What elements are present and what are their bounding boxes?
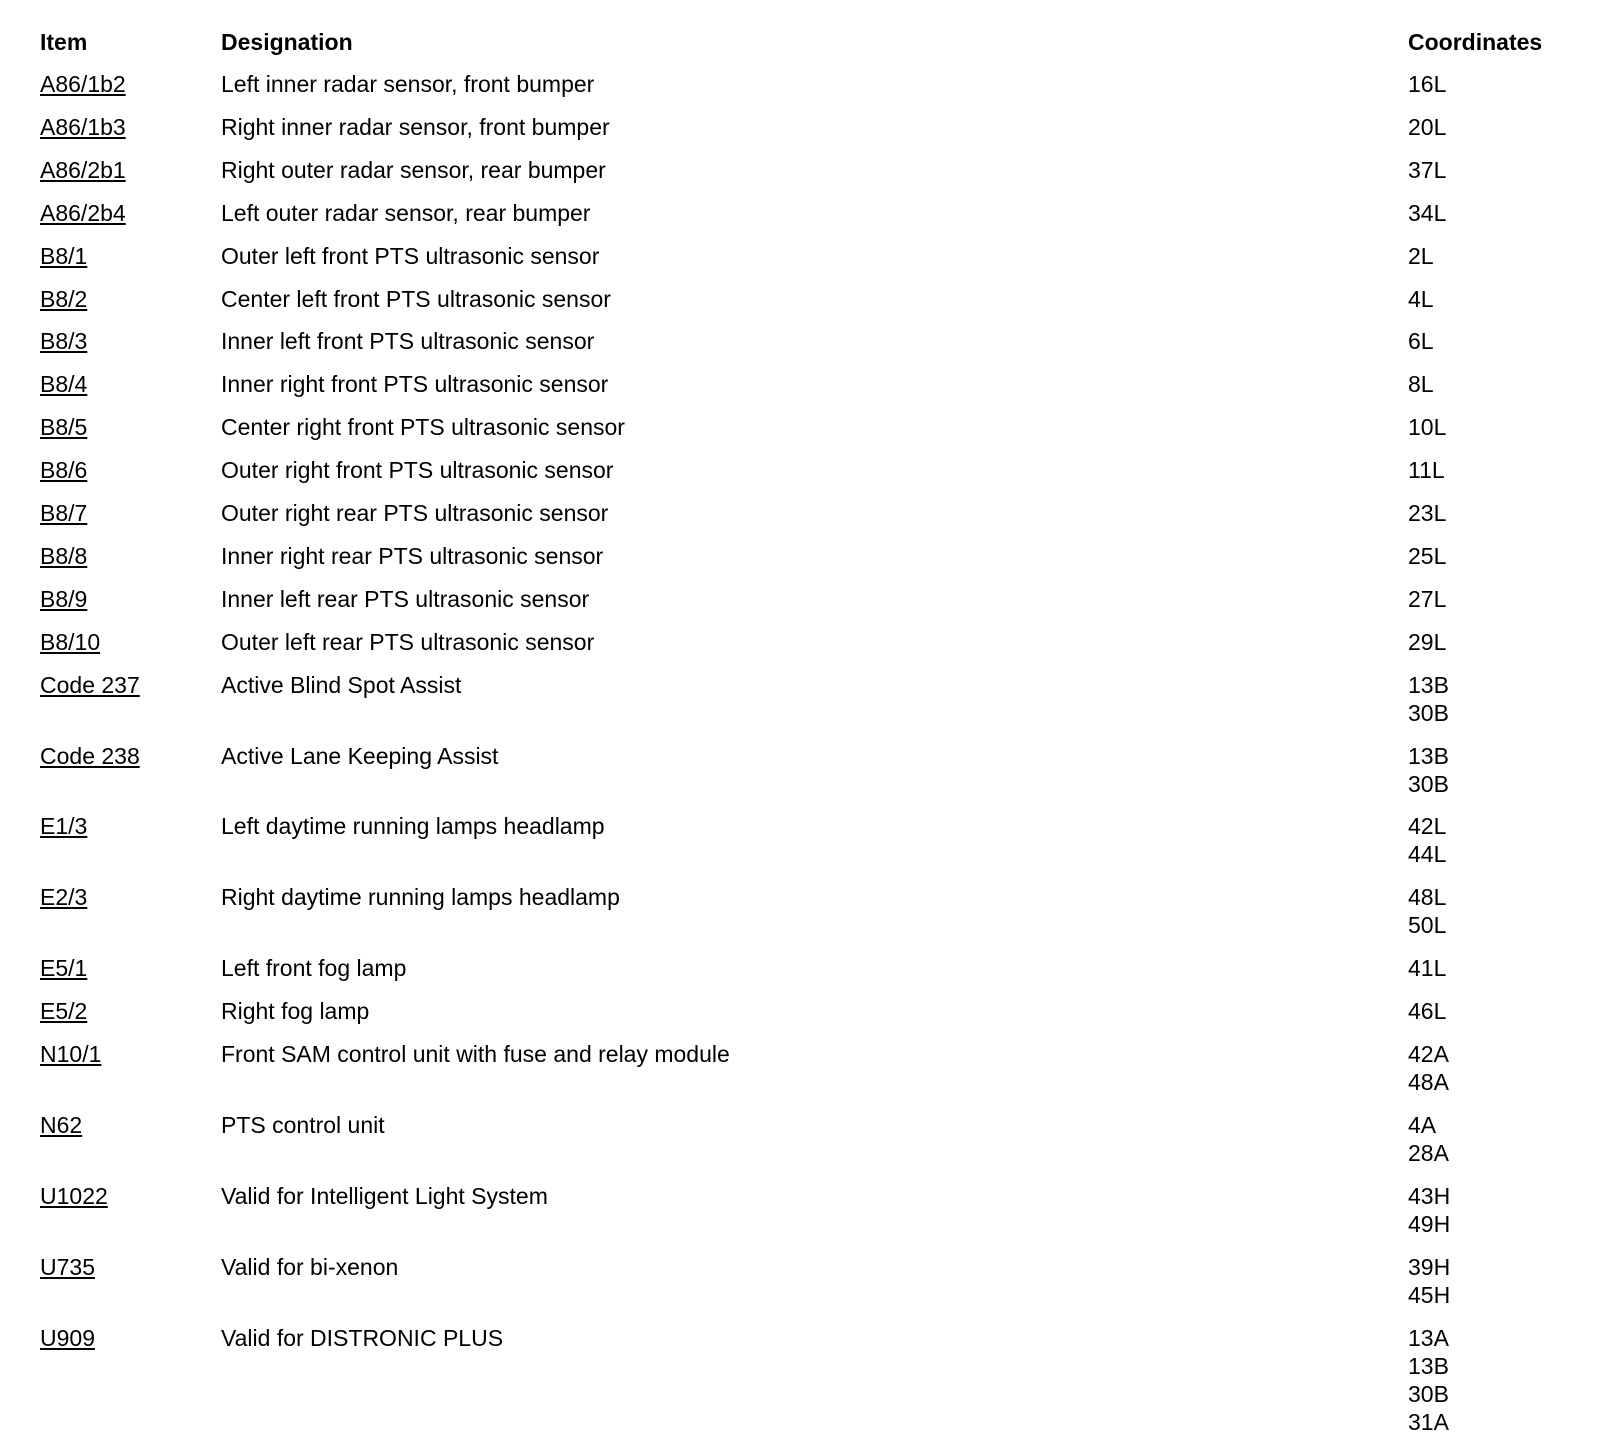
item-link[interactable]: B8/1 <box>40 242 88 269</box>
coordinates-cell <box>1408 1253 1450 1309</box>
coordinate-value: 4A <box>1408 1111 1437 1138</box>
coordinate-value: 50L <box>1408 912 1447 939</box>
table-row <box>0 285 1600 325</box>
coordinates-cell <box>1408 954 1446 982</box>
coordinate-value: 41L <box>1408 955 1447 982</box>
coordinate-value: 13B <box>1408 742 1449 769</box>
coordinate-value: 25L <box>1408 542 1447 569</box>
table-row <box>0 413 1600 453</box>
table-row <box>0 1111 1600 1166</box>
coordinate-value: 44L <box>1408 841 1447 868</box>
item-link[interactable]: Code 237 <box>40 671 140 698</box>
coordinates-cell <box>1408 285 1434 313</box>
table-row <box>0 997 1600 1037</box>
coordinate-value: 31A <box>1408 1408 1449 1435</box>
coordinates-cell <box>1408 456 1445 484</box>
item-link[interactable]: A86/2b1 <box>40 156 126 183</box>
table-row <box>0 156 1600 196</box>
coordinate-value: 42A <box>1408 1041 1449 1067</box>
table-row <box>0 499 1600 539</box>
item-link[interactable]: A86/1b2 <box>40 71 126 97</box>
coordinates-cell <box>1408 499 1446 527</box>
table-row <box>0 585 1600 625</box>
coordinates-cell <box>1408 413 1446 441</box>
item-link[interactable]: N10/1 <box>40 1041 102 1067</box>
coordinate-value: 34L <box>1408 199 1447 226</box>
item-link[interactable]: A86/2b4 <box>40 199 126 226</box>
coordinates-cell <box>1408 1111 1449 1167</box>
table-row <box>0 671 1600 726</box>
coordinates-cell <box>1408 742 1449 798</box>
item-link[interactable]: B8/4 <box>40 371 88 398</box>
coordinate-value: 28A <box>1408 1139 1449 1166</box>
coordinate-value: 46L <box>1408 998 1447 1025</box>
table-row <box>0 1324 1600 1435</box>
coordinate-value: 11L <box>1408 457 1445 484</box>
table-row <box>0 628 1600 668</box>
designation-text: Left inner radar sensor, front bumper <box>221 71 595 97</box>
table-row <box>0 199 1600 239</box>
item-link[interactable]: E2/3 <box>40 884 88 911</box>
coordinate-value: 39H <box>1408 1253 1451 1280</box>
coordinate-value: 37L <box>1408 156 1447 183</box>
designation-text: Center left front PTS ultrasonic sensor <box>221 285 611 312</box>
coordinates-cell <box>1408 883 1446 939</box>
table-row <box>0 742 1600 797</box>
coordinate-value: 30B <box>1408 699 1449 726</box>
table-row <box>0 370 1600 410</box>
table-row <box>0 242 1600 282</box>
coordinate-value: 30B <box>1408 1380 1449 1407</box>
item-link[interactable]: B8/10 <box>40 628 101 655</box>
table-row <box>0 883 1600 939</box>
header-designation: Designation <box>221 29 353 55</box>
designation-text: Outer left front PTS ultrasonic sensor <box>221 242 600 269</box>
table-row <box>0 812 1600 868</box>
table-row <box>0 1253 1600 1308</box>
coordinate-value: 49H <box>1408 1210 1451 1237</box>
designation-text: Valid for DISTRONIC PLUS <box>221 1324 504 1351</box>
item-link[interactable]: E1/3 <box>40 813 88 840</box>
coordinate-value: 20L <box>1408 113 1447 140</box>
designation-text: Right outer radar sensor, rear bumper <box>221 156 606 183</box>
item-link[interactable]: B8/6 <box>40 457 88 484</box>
designation-text: Inner left front PTS ultrasonic sensor <box>221 328 595 355</box>
header-item: Item <box>40 29 88 55</box>
table-row <box>0 456 1600 496</box>
table-row <box>0 1182 1600 1237</box>
designation-text: Right daytime running lamps headlamp <box>221 884 620 911</box>
designation-text: Outer right rear PTS ultrasonic sensor <box>221 500 609 526</box>
designation-text: Center right front PTS ultrasonic sensor <box>221 414 625 441</box>
designation-text: Active Blind Spot Assist <box>221 671 462 698</box>
coordinates-cell <box>1408 242 1434 270</box>
item-link[interactable]: B8/7 <box>40 500 88 526</box>
designation-text: Right fog lamp <box>221 998 370 1025</box>
designation-text: Right inner radar sensor, front bumper <box>221 113 610 140</box>
coordinate-value: 27L <box>1408 585 1447 612</box>
coordinate-value: 30B <box>1408 770 1449 797</box>
item-link[interactable]: B8/5 <box>40 414 88 441</box>
coordinates-cell <box>1408 542 1446 570</box>
designation-text: Outer right front PTS ultrasonic sensor <box>221 457 614 484</box>
coordinates-cell <box>1408 1040 1449 1096</box>
coordinate-value: 13B <box>1408 671 1449 698</box>
coordinate-value: 2L <box>1408 242 1434 269</box>
item-link[interactable]: Code 238 <box>40 742 140 769</box>
coordinates-cell <box>1408 156 1446 184</box>
item-link[interactable]: N62 <box>40 1111 83 1138</box>
coordinates-cell <box>1408 113 1446 141</box>
table-row <box>0 113 1600 153</box>
coordinate-value: 4L <box>1408 285 1434 312</box>
coordinates-cell <box>1408 70 1446 98</box>
coordinate-value: 13B <box>1408 1352 1449 1379</box>
table-row <box>0 327 1600 367</box>
coordinate-value: 48L <box>1408 884 1447 911</box>
coordinate-value: 45H <box>1408 1281 1451 1308</box>
coordinates-cell <box>1408 997 1446 1025</box>
designation-text: Inner right front PTS ultrasonic sensor <box>221 371 609 398</box>
item-link[interactable]: U1022 <box>40 1182 108 1209</box>
coordinates-cell <box>1408 628 1446 656</box>
designation-text: Valid for bi-xenon <box>221 1253 399 1280</box>
coordinate-value: 10L <box>1408 414 1447 441</box>
table-row <box>0 1040 1600 1095</box>
designation-text: Valid for Intelligent Light System <box>221 1182 548 1209</box>
table-header <box>0 28 1600 68</box>
designation-text: Active Lane Keeping Assist <box>221 742 499 769</box>
table-row <box>0 542 1600 582</box>
coordinates-cell <box>1408 1324 1449 1436</box>
designation-text: PTS control unit <box>221 1111 385 1138</box>
header-coordinates: Coordinates <box>1408 29 1543 55</box>
item-link[interactable]: A86/1b3 <box>40 113 126 140</box>
item-link[interactable]: E5/1 <box>40 955 88 982</box>
item-link[interactable]: B8/9 <box>40 585 88 612</box>
coordinates-cell <box>1408 370 1434 398</box>
item-link[interactable]: E5/2 <box>40 998 88 1025</box>
coordinate-value: 13A <box>1408 1324 1449 1351</box>
coordinate-value: 29L <box>1408 628 1447 655</box>
coordinates-cell <box>1408 585 1446 613</box>
coordinates-cell <box>1408 1182 1450 1238</box>
item-link[interactable]: B8/3 <box>40 328 88 355</box>
coordinates-cell <box>1408 327 1434 355</box>
coordinate-value: 16L <box>1408 71 1447 97</box>
coordinates-cell <box>1408 199 1446 227</box>
coordinate-value: 42L <box>1408 813 1447 840</box>
item-link[interactable]: B8/2 <box>40 285 88 312</box>
coordinates-cell <box>1408 671 1449 727</box>
table-row <box>0 954 1600 994</box>
designation-text: Left daytime running lamps headlamp <box>221 813 605 840</box>
coordinate-value: 6L <box>1408 328 1434 355</box>
designation-text: Inner right rear PTS ultrasonic sensor <box>221 542 604 569</box>
item-link[interactable]: U735 <box>40 1253 95 1280</box>
coordinate-value: 48A <box>1408 1069 1449 1095</box>
item-link[interactable]: B8/8 <box>40 542 88 569</box>
designation-text: Inner left rear PTS ultrasonic sensor <box>221 585 590 612</box>
coordinate-value: 8L <box>1408 371 1434 398</box>
coordinate-value: 23L <box>1408 500 1447 526</box>
coordinate-value: 43H <box>1408 1182 1451 1209</box>
designation-text: Left front fog lamp <box>221 955 407 982</box>
coordinates-cell <box>1408 812 1446 868</box>
designation-text: Front SAM control unit with fuse and relay module <box>221 1041 730 1067</box>
designation-text: Left outer radar sensor, rear bumper <box>221 199 591 226</box>
designation-text: Outer left rear PTS ultrasonic sensor <box>221 628 595 655</box>
item-link[interactable]: U909 <box>40 1324 95 1351</box>
table-row <box>0 70 1600 110</box>
